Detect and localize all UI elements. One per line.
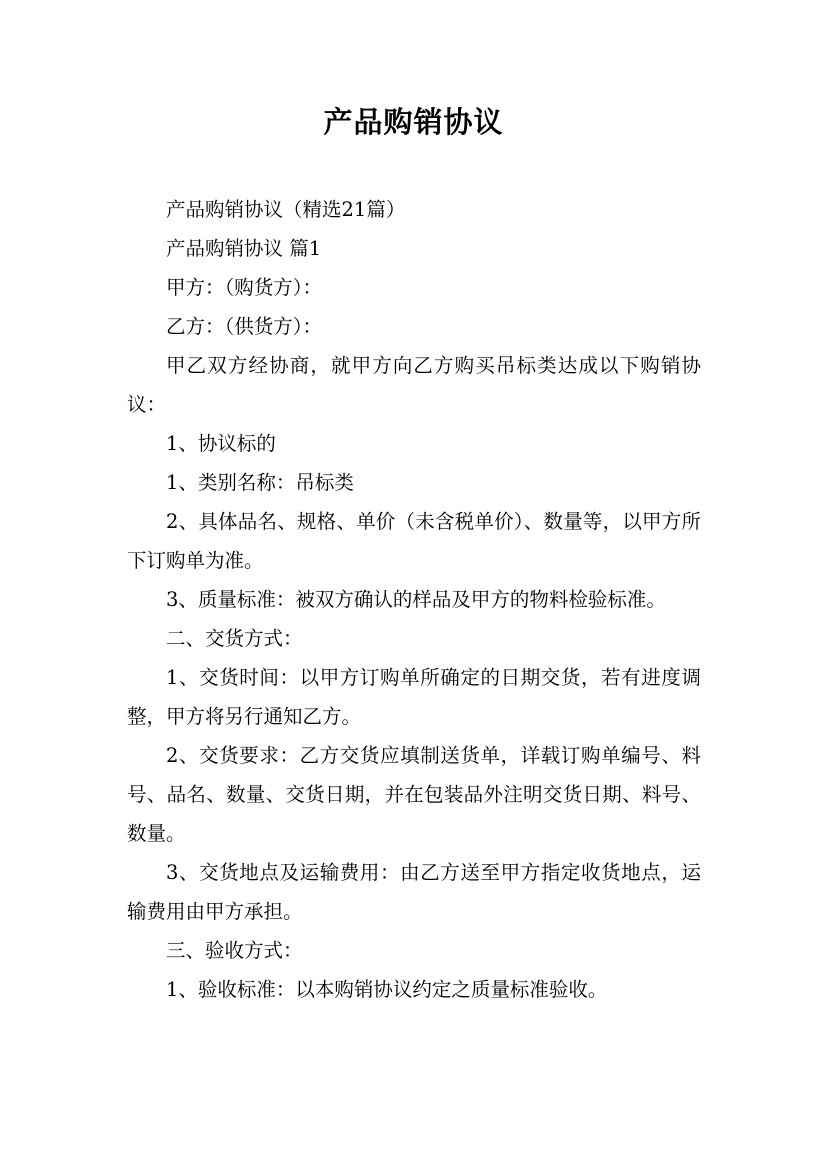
document-body: [127, 190, 701, 1009]
paragraph-clause: 2、交货要求：乙方交货应填制送货单，详载订购单编号、料号、品名、数量、交货日期，并在包装品外注明交货日期、料号、数量。: [127, 744, 701, 845]
paragraph-intro: 甲乙双方经协商，就甲方向乙方购买吊标类达成以下购销协议：: [127, 354, 701, 416]
paragraph-clause: 1、交货时间：以甲方订购单所确定的日期交货，若有进度调整，甲方将另行通知乙方。: [127, 666, 701, 728]
paragraph-clause: 3、交货地点及运输费用：由乙方送至甲方指定收货地点，运输费用由甲方承担。: [127, 861, 701, 923]
paragraph-clause: 1、验收标准：以本购销协议约定之质量标准验收。: [166, 978, 608, 1001]
paragraph-clause-heading: 三、验收方式：: [166, 939, 303, 962]
paragraph-clause-heading: 二、交货方式：: [166, 627, 303, 650]
paragraph-party-b: 乙方：（供货方）：: [166, 315, 323, 338]
paragraph-clause: 3、质量标准：被双方确认的样品及甲方的物料检验标准。: [166, 588, 666, 611]
paragraph-party-a: 甲方：（购货方）：: [166, 276, 323, 299]
paragraph-clause: 2、具体品名、规格、单价（未含税单价）、数量等，以甲方所下订购单为准。: [127, 510, 701, 572]
paragraph-subtitle: 产品购销协议（精选21篇）: [166, 198, 406, 221]
paragraph-clause: 1、类别名称：吊标类: [166, 471, 354, 494]
paragraph-section-heading: 产品购销协议 篇1: [166, 237, 322, 260]
document-title: 产品购销协议: [323, 105, 504, 139]
paragraph-clause-heading: 1、协议标的: [166, 432, 276, 455]
